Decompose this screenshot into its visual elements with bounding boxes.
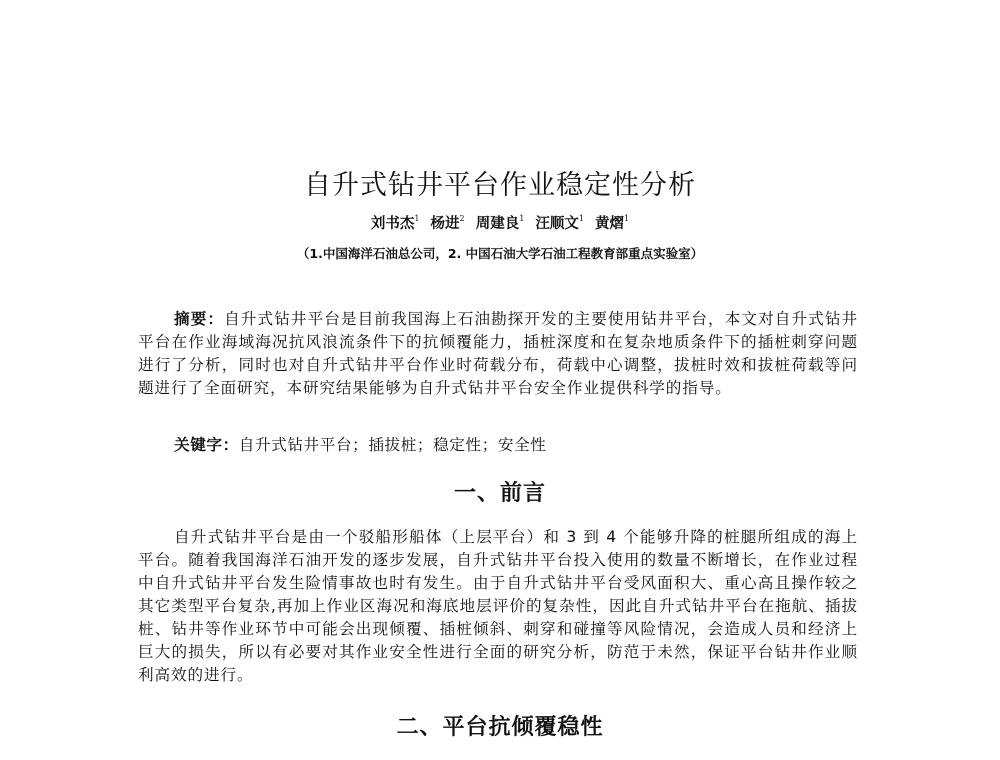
affiliation-marker: 2 — [459, 214, 465, 223]
abstract — [138, 308, 858, 400]
author-name: 刘书杰 — [370, 215, 415, 232]
author — [431, 215, 465, 232]
abstract-text: 自升式钻井平台是目前我国海上石油勘探开发的主要使用钻井平台，本文对自升式钻井平台在作业海域海况抗风浪流条件下的抗倾覆能力，插桩深度和在复杂地质条件下的插桩刺穿问题进行了分析，同时也对自升式钻井平台作业时荷载分布，荷载中心调整，拔桩时效和拔桩荷载等问题进行了全面研究，本研究结果能够为自升式钻井平台安全作业提供科学的指导。 — [138, 310, 858, 397]
author-name: 杨进 — [430, 215, 460, 232]
affiliation-marker: 1 — [414, 214, 420, 223]
affiliation-marker: 1 — [519, 214, 525, 223]
author-name: 汪顺文 — [535, 215, 579, 232]
keywords-text: 自升式钻井平台；插拔桩；稳定性；安全性 — [238, 436, 547, 454]
author — [595, 215, 629, 232]
keywords-label: 关键字： — [174, 436, 239, 454]
keywords — [174, 434, 546, 457]
abstract-label: 摘要： — [174, 310, 225, 328]
paper-title: 自升式钻井平台作业稳定性分析 — [304, 170, 696, 201]
section-heading-overturning-stability: 二、平台抗倾覆稳性 — [396, 715, 604, 740]
affiliation-marker: 1 — [624, 214, 630, 223]
introduction-body — [138, 526, 858, 687]
author-name: 黄熠 — [595, 215, 625, 232]
affiliation-marker: 1 — [578, 214, 584, 223]
author — [371, 215, 420, 232]
author — [476, 215, 525, 232]
author-list — [0, 208, 1000, 235]
introduction-paragraph: 自升式钻井平台是由一个驳船形船体（上层平台）和 3 到 4 个能够升降的桩腿所组成的海上平台。随着我国海洋石油开发的逐步发展，自升式钻井平台投入使用的数量不断增长，在作业过程中自升式钻井平台发生险情事故也时有发生。由于自升式钻井平台受风面积大、重心高且操作较之其它类型平台复杂,再加上作业区海况和海底地层评价的复杂性，因此自升式钻井平台在拖航、插拔桩、钻井等作业环节中可能会出现倾覆、插桩倾斜、刺穿和碰撞等风险情况，会造成人员和经济上巨大的损失，所以有必要对其作业安全性进行全面的研究分析，防范于未然，保证平台钻井作业顺利高效的进行。 — [138, 528, 858, 684]
section-heading-introduction: 一、前言 — [453, 481, 546, 506]
abstract-paragraph — [138, 308, 858, 400]
affiliations: （1.中国海洋石油总公司，2. 中国石油大学石油工程教育部重点实验室） — [296, 246, 704, 261]
author-name: 周建良 — [475, 215, 520, 232]
author — [535, 215, 584, 232]
